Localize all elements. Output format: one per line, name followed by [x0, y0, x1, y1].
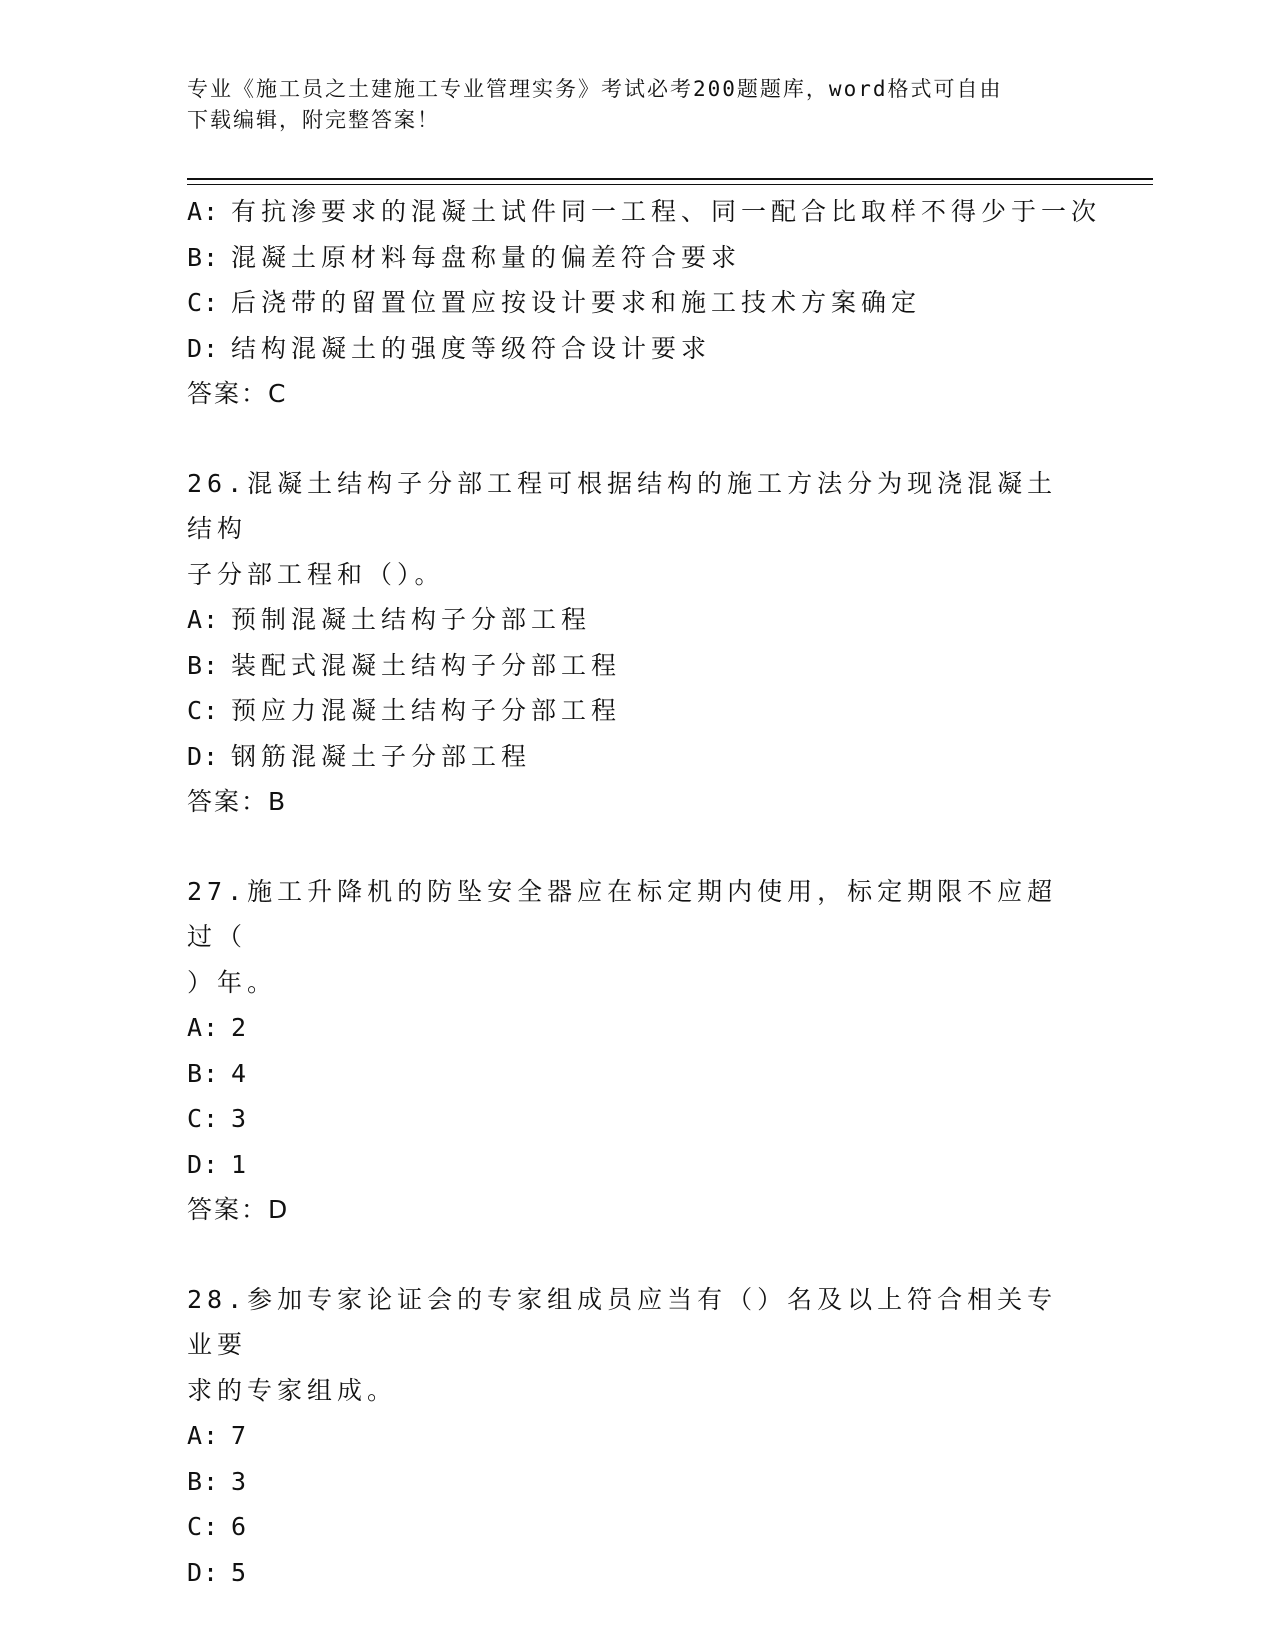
option-b: B: 装配式混凝土结构子分部工程 [187, 650, 622, 680]
option-c: C: 后浇带的留置位置应按设计要求和施工技术方案确定 [187, 288, 922, 317]
header-rule-thin [187, 184, 1153, 185]
header-rule-thick [187, 178, 1153, 180]
option-d: D: 结构混凝土的强度等级符合设计要求 [187, 333, 712, 363]
header-line-1: 专业《施工员之土建施工专业管理实务》考试必考200题题库，word格式可自由 [187, 77, 1003, 101]
question-28 [187, 1277, 1087, 1596]
question-25 [187, 189, 1102, 417]
option-a: A: 预制混凝土结构子分部工程 [187, 605, 592, 634]
option-c: C: 预应力混凝土结构子分部工程 [187, 696, 622, 725]
answer: 答案：B [187, 787, 288, 816]
option-c: C: 3 [187, 1104, 252, 1133]
option-d: D: 钢筋混凝土子分部工程 [187, 741, 532, 771]
option-b: B: 3 [187, 1466, 252, 1496]
question-26 [187, 461, 1087, 825]
question-list [187, 189, 1102, 1595]
question-stem: 27.施工升降机的防坠安全器应在标定期内使用，标定期限不应超过（ ）年。 [187, 876, 1058, 997]
option-a: A: 2 [187, 1013, 252, 1042]
question-27 [187, 869, 1087, 1233]
option-c: C: 6 [187, 1512, 252, 1541]
header-line-2: 下载编辑，附完整答案！ [187, 108, 440, 132]
answer: 答案：C [187, 379, 288, 408]
option-d: D: 1 [187, 1149, 252, 1179]
option-a: A: 有抗渗要求的混凝土试件同一工程、同一配合比取样不得少于一次 [187, 197, 1102, 226]
option-b: B: 4 [187, 1058, 252, 1088]
document-header [187, 74, 1067, 136]
option-a: A: 7 [187, 1421, 252, 1450]
question-stem: 26.混凝土结构子分部工程可根据结构的施工方法分为现浇混凝土结构 子分部工程和（）。 [187, 468, 1058, 589]
option-d: D: 5 [187, 1557, 252, 1587]
option-b: B: 混凝土原材料每盘称量的偏差符合要求 [187, 242, 742, 272]
question-stem: 28.参加专家论证会的专家组成员应当有（）名及以上符合相关专业要 求的专家组成。 [187, 1284, 1058, 1405]
answer: 答案：D [187, 1195, 290, 1224]
